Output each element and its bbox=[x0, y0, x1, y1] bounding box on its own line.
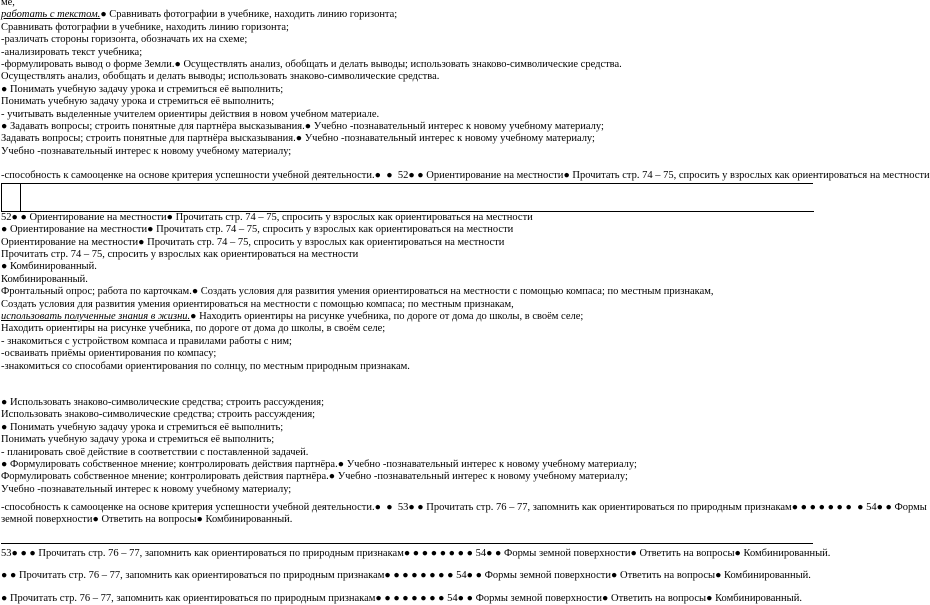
text-line: ме, bbox=[1, 0, 15, 8]
text-line: ● Понимать учебную задачу урока и стремиться её выполнить; bbox=[1, 83, 284, 95]
document-body bbox=[1, 0, 930, 605]
text-line: Формулировать собственное мнение; контролировать действия партнёра.● Учебно -познавательный интерес к новому учебному материалу; bbox=[1, 471, 628, 483]
text-line: Находить ориентиры на рисунке учебника, по дороге от дома до школы, в своём селе; bbox=[1, 323, 386, 335]
text-line: -способность к самооценке на основе критерия успешности учебной деятельности.● ● 52● ● Ориентирование на местности● Прочитать стр. 74 – 75, спросить у взрослых как ориентироваться на местности bbox=[1, 170, 930, 182]
text-line: - планировать своё действие в соответствии с поставленной задачей. bbox=[1, 446, 309, 458]
text-line: Создать условия для развития умения ориентироваться на местности с помощью компаса; по местным признакам, bbox=[1, 298, 514, 310]
text-line: -формулировать вывод о форме Земли.● Осуществлять анализ, обобщать и делать выводы; использовать знаково-символические средства. bbox=[1, 58, 622, 70]
text-line: -способность к самооценке на основе критерия успешности учебной деятельности.● ● 53● ● Прочитать стр. 76 – 77, запомнить как ориентироваться по природным признакам● ● ● ● ● ● ● ● 54● ● Формы bbox=[1, 502, 927, 514]
text-line: Комбинированный. bbox=[1, 273, 88, 285]
text-line: Прочитать стр. 74 – 75, спросить у взрослых как ориентироваться на местности bbox=[1, 249, 359, 261]
text-line: 52● ● Ориентирование на местности● Прочитать стр. 74 – 75, спросить у взрослых как ориентироваться на местности bbox=[1, 211, 533, 223]
text-line: работать с текстом.● Сравнивать фотографии в учебнике, находить линию горизонта; bbox=[1, 9, 398, 21]
text-line: Фронтальный опрос; работа по карточкам.● Создать условия для развития умения ориентироваться на местности с помощью компаса; по местным признакам, bbox=[1, 286, 714, 298]
table-cell-frame bbox=[1, 184, 814, 212]
text-line: -анализировать текст учебника; bbox=[1, 46, 143, 58]
text-line: ● Формулировать собственное мнение; контролировать действия партнёра.● Учебно -познавательный интерес к новому учебному материалу; bbox=[1, 458, 637, 470]
text-line: Использовать знаково-символические средства; строить рассуждения; bbox=[1, 409, 316, 421]
text-line: Осуществлять анализ, обобщать и делать выводы; использовать знаково-символические средства. bbox=[1, 71, 440, 83]
text-line: ● Комбинированный. bbox=[1, 261, 97, 273]
text-line: Учебно -познавательный интерес к новому учебному материалу; bbox=[1, 483, 292, 495]
text-line: - знакомиться с устройством компаса и правилами работы с ним; bbox=[1, 335, 292, 347]
text-line: использовать полученные знания в жизни.● Находить ориентиры на рисунке учебника, по дороге от дома до школы, в своём селе; bbox=[1, 310, 584, 322]
text-line: - учитывать выделенные учителем ориентиры действия в новом учебном материале. bbox=[1, 108, 380, 120]
text-line: Задавать вопросы; строить понятные для партнёра высказывания.● Учебно -познавательный интерес к новому учебному материалу; bbox=[1, 133, 595, 145]
text-line: -различать стороны горизонта, обозначать их на схеме; bbox=[1, 34, 248, 46]
text-line: Сравнивать фотографии в учебнике, находить линию горизонта; bbox=[1, 21, 289, 33]
text-line: Понимать учебную задачу урока и стремиться её выполнить; bbox=[1, 434, 275, 446]
text-line: 53● ● ● Прочитать стр. 76 – 77, запомнить как ориентироваться по природным признакам● ● ● ● ● ● ● ● 54● ● Формы земной поверхности● Ответить на вопросы● Комбинированный. bbox=[1, 547, 831, 559]
text-line: ● Использовать знаково-символические средства; строить рассуждения; bbox=[1, 396, 325, 408]
text-line: Понимать учебную задачу урока и стремиться её выполнить; bbox=[1, 96, 275, 108]
text-line: ● Ориентирование на местности● Прочитать стр. 74 – 75, спросить у взрослых как ориентироваться на местности bbox=[1, 224, 514, 236]
text-line: ● Прочитать стр. 76 – 77, запомнить как ориентироваться по природным признакам● ● ● ● ● ● ● ● 54● ● Формы земной поверхности● Ответить на вопросы● Комбинированный. bbox=[1, 592, 802, 604]
text-line: -осваивать приёмы ориентирования по компасу; bbox=[1, 348, 217, 360]
text-line: ● Задавать вопросы; строить понятные для партнёра высказывания.● Учебно -познавательный интерес к новому учебному материалу; bbox=[1, 120, 604, 132]
text-line: ● Понимать учебную задачу урока и стремиться её выполнить; bbox=[1, 421, 284, 433]
text-line: земной поверхности● Ответить на вопросы● Комбинированный. bbox=[1, 514, 293, 526]
text-line: -знакомиться со способами ориентирования по солнцу, по местным природным признакам. bbox=[1, 360, 410, 372]
text-line: Учебно -познавательный интерес к новому учебному материалу; bbox=[1, 145, 292, 157]
text-line: ● ● Прочитать стр. 76 – 77, запомнить как ориентироваться по природным признакам● ● ● ● ● ● ● ● 54● ● Формы земной поверхности● Ответить на вопросы● Комбинированный. bbox=[1, 570, 811, 582]
text-line: Ориентирование на местности● Прочитать стр. 74 – 75, спросить у взрослых как ориентироваться на местности bbox=[1, 236, 505, 248]
